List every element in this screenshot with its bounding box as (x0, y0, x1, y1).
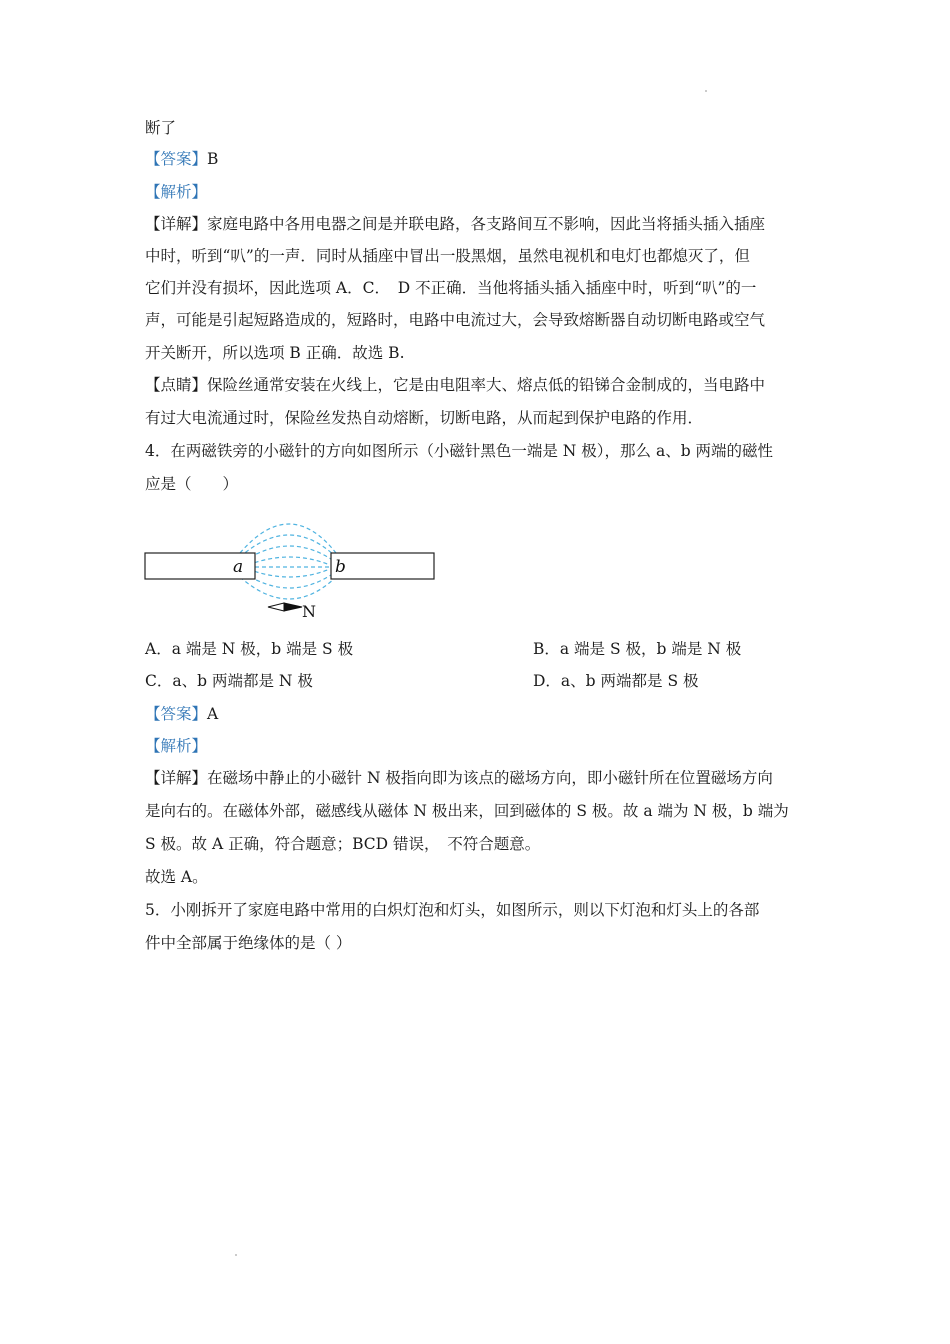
detail-tag: 【详解】 (145, 215, 208, 233)
detail-line: 故选 A。 (145, 868, 208, 886)
analysis-tag: 【解析】 (145, 737, 208, 755)
field-line (244, 546, 334, 561)
detail-text: 家庭电路中各用电器之间是并联电路，各支路间互不影响，因此当将插头插入插座 (207, 215, 766, 233)
field-line (248, 569, 330, 577)
field-line (240, 577, 336, 599)
detail-tag: 【详解】 (145, 769, 208, 787)
question-5-line: 件中全部属于绝缘体的是（ ） (145, 934, 352, 952)
answer-line (145, 149, 218, 169)
page-mark-top (705, 90, 707, 92)
detail-line: 是向右的。在磁体外部，磁感线从磁体 N 极出来，回到磁体的 S 极。故 a 端为 N 极，b 端为 (145, 802, 789, 820)
option-b: B．a 端是 S 极，b 端是 N 极 (533, 640, 742, 658)
answer-value: A (207, 705, 219, 723)
option-c: C．a、b 两端都是 N 极 (145, 672, 313, 690)
magnet-b (331, 553, 434, 579)
field-line (240, 524, 336, 553)
detail-line (145, 214, 765, 234)
point-line (145, 375, 765, 395)
point-text: 保险丝通常安装在火线上，它是由电阻率大、熔点低的铅锑合金制成的，当电路中 (207, 376, 766, 394)
magnet-diagram-svg (140, 505, 440, 625)
analysis-tag: 【解析】 (145, 183, 208, 201)
answer-value: B (207, 150, 219, 168)
label-a: a (233, 557, 244, 577)
answer-tag: 【答案】 (145, 705, 208, 723)
option-a: A．a 端是 N 极，b 端是 S 极 (145, 640, 354, 658)
text-line: 断了 (145, 119, 177, 137)
page-mark-bottom (235, 1254, 237, 1256)
answer-line (145, 704, 218, 724)
detail-line: 中时，听到“叭”的一声．同时从插座中冒出一股黑烟，虽然电视机和电灯也都熄灭了，但 (145, 247, 750, 265)
compass-needle-s (268, 603, 284, 611)
question-4-line: 应是（ ） (145, 475, 239, 493)
field-line (248, 557, 330, 565)
answer-tag: 【答案】 (145, 150, 208, 168)
label-n: N (302, 602, 316, 621)
compass-needle-n (284, 603, 302, 611)
detail-line: S 极。故 A 正确，符合题意；BCD 错误， 不符合题意。 (145, 835, 541, 853)
point-line: 有过大电流通过时，保险丝发热自动熔断，切断电路，从而起到保护电路的作用． (145, 409, 704, 427)
detail-line: 声，可能是引起短路造成的，短路时，电路中电流过大，会导致熔断器自动切断电路或空气 (145, 311, 766, 329)
detail-line (145, 768, 773, 788)
question-5-line: 5．小刚拆开了家庭电路中常用的白炽灯泡和灯头，如图所示，则以下灯泡和灯头上的各部 (145, 901, 760, 919)
option-d: D．a、b 两端都是 S 极 (533, 672, 699, 690)
detail-text: 在磁场中静止的小磁针 N 极指向即为该点的磁场方向，即小磁针所在位置磁场方向 (207, 769, 773, 787)
detail-line: 它们并没有损坏，因此选项 A．C． D 不正确．当他将插头插入插座中时，听到“叭”的一 (145, 279, 757, 297)
point-tag: 【点睛】 (145, 376, 208, 394)
detail-line: 开关断开，所以选项 B 正确．故选 B. (145, 344, 405, 362)
question-4-line: 4．在两磁铁旁的小磁针的方向如图所示（小磁针黑色一端是 N 极），那么 a、b 两端的磁性 (145, 442, 774, 460)
magnet-diagram (140, 505, 440, 625)
label-b: b (335, 557, 346, 577)
field-line (244, 573, 334, 588)
